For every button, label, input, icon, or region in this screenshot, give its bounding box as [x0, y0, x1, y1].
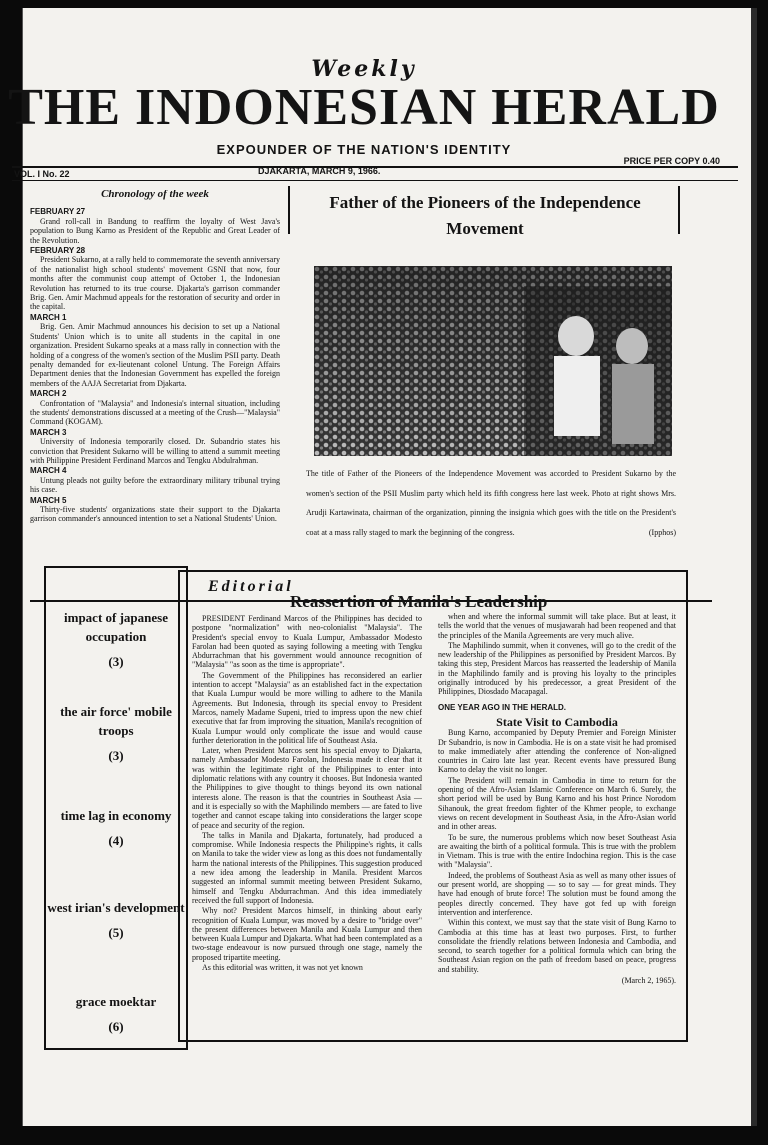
state-visit-paragraph: Within this context, we must say that the state visit of Bung Karno to Cambodia at this time has at least two purposes. First, to further consolidate the friendly relations between Indonesia and Cambodia, and second, to search together for a political formula which can bring the Southeast Asian region on the path of freedom based on peace, progress and stability.	[438, 918, 676, 974]
sidebar-item-title: west irian's development	[47, 900, 185, 915]
photo-caption	[306, 464, 676, 584]
dateline: DJAKARTA, MARCH 9, 1966.	[258, 166, 381, 176]
editorial-paragraph: The talks in Manila and Djakarta, fortunately, had produced a compromise. While Indonesia respects the Philippine's rights, it calls on Manila to take the wider view as long as this does not fundamentally harm the national interests of the Philippines. This suggestion produced a new idea among the leadership in Manila. President Marcos suggested an informal summit meeting between President Sukarno, himself and Tengku Abdurrachman. And this idea immediately received the full support of Indonesia.	[192, 830, 422, 905]
volume-number: VOL. I No. 22	[14, 169, 70, 179]
masthead-title: THE INDONESIAN HERALD	[8, 79, 720, 136]
editorial-paragraph: The Maphilindo summit, when it convenes, will go to the credit of the new leadership of the Philippines as personified by President Marcos. By taking this step, President Marcos has reasserted the leadership of Manila in the Maphilindo family and is proving his loyalty to the principles originally introduced by his predecessor, a great President of the Philippines, Diosdado Macapagal.	[438, 640, 676, 697]
price-per-copy: PRICE PER COPY 0.40	[623, 156, 720, 166]
masthead-weekly: Weekly	[311, 56, 417, 82]
sidebar-item-page: (3)	[108, 748, 124, 763]
sidebar-item-page: (5)	[108, 925, 124, 940]
sidebar-item[interactable]	[46, 992, 186, 1036]
chronology-entry	[30, 389, 280, 427]
chronology-text: President Sukarno, at a rally held to commemorate the seventh anniversary of the nationalist high school students' movement GSNI that now, four months after the communist coup attempt of October 1, the Indonesian Revolution has returned to its true course. Djakarta's garrison commander Brig. Gen. Amir Machmud appeals for the restoration of security and order in the capital.	[30, 255, 280, 312]
chronology-day: MARCH 2	[30, 389, 67, 399]
sidebar-item-page: (4)	[108, 833, 124, 848]
chronology-entry	[30, 207, 280, 245]
chronology-text: Untung pleads not guilty before the extraordinary military tribunal trying his case.	[30, 475, 280, 495]
chronology-entry	[30, 428, 280, 466]
caption-text: The title of Father of the Pioneers of the Independence Movement was accorded to President Sukarno by the women's section of the PSII Muslim party which held its fifth congress here last week. Photo at right shows Mrs. Arudji Kartawinata, chairman of the organization, pinning the insignia which goes with the title on the President's coat at a mass rally staged to mark the beginning of the congress.	[306, 469, 676, 537]
chronology-text: Thirty-five students' organizations state their support to the Djakarta garrison commander's announced intention to set a National Students' Union.	[30, 505, 280, 524]
sidebar-item-title: time lag in economy	[60, 808, 172, 823]
sidebar-item-page: (6)	[108, 1019, 124, 1034]
feature-title: Father of the Pioneers of the Independence Movement	[329, 193, 641, 238]
chronology-entry	[30, 496, 280, 524]
chronology-day: FEBRUARY 28	[30, 246, 86, 256]
chronology-day: FEBRUARY 27	[30, 207, 86, 217]
chronology-text: Confrontation of "Malaysia" and Indonesia's internal situation, including the students' demonstrations discussed at a meeting of the Crush—"Malaysia" Command (KOGAM).	[30, 398, 280, 427]
sidebar-item[interactable]	[46, 608, 186, 671]
editorial-paragraph: when and where the informal summit will take place. But at least, it tells the world that the venues of musjawarah had been reopened and that the principles of the Manila Agreements are very much alive.	[438, 612, 676, 640]
sidebar-item[interactable]	[46, 898, 186, 942]
editorial-paragraph: PRESIDENT Ferdinand Marcos of the Philippines has decided to postpone "normalization" with neo-colonialist "Malaysia". The President's special envoy to Kuala Lumpur, Ambassador Modesto Farolan had been quoted as saying following a meeting with Tengku Abdurrachman that his government would announce recognition of "Malaysia" "as soon as the time is appropriate".	[192, 614, 422, 670]
chronology-heading: Chronology of the week	[101, 190, 209, 200]
state-visit-paragraph: Indeed, the problems of Southeast Asia as well as many other issues of our present world, are shopping — so to say — for great minds. They have had enough of brute force! The solution must be found among the peoples directly concerned. They have got fed up with foreign intervention and interference.	[438, 870, 676, 917]
editorial-paragraph: The Government of the Philippines has reconsidered an earlier intention to accept "Malaysia" as an established fact in the expectation that Kuala Lumpur would be more willing to adhere to the Manila Agreements. But Indonesia, through its special envoy to President Marcos, namely Madame Supeni, tried to impress upon the new chief executive that far from improving the situation, Manila's recognition of Kuala Lumpur would only complicate the issue and would cause further deterioration in the political life of Southeast Asia.	[192, 670, 422, 745]
sidebar-item-title: impact of japanese occupation	[64, 610, 168, 644]
editorial-label: Editorial	[208, 578, 294, 595]
chronology-day: MARCH 4	[30, 466, 67, 476]
editorial-left-column	[192, 614, 422, 1034]
editorial-paragraph: Later, when President Marcos sent his special envoy to Djakarta, namely Ambassador Modesto Farolan, Indonesia made it clear that it was within the legitimate right of the Philippines to enter into diplomatic relations with any country it chooses. But Indonesia wanted the Philippines to give thought to things beyond its own national interests alone. The reason is that the countries in Southeast Asia — and it is especially so with the Maphilindo members — are fated to live together and cannot escape taking into considerations the larger scope of peace and security of the region.	[192, 746, 422, 830]
editorial-right-column	[438, 612, 676, 1034]
chronology-entry	[30, 313, 280, 388]
chronology-day: MARCH 5	[30, 495, 67, 505]
sidebar-item[interactable]	[46, 702, 186, 765]
contents-sidebar	[44, 566, 188, 1050]
chronology-text: Brig. Gen. Amir Machmud announces his decision to set up a National Students' Union which is to unite all students in the capital in one organization. President Sukarno speaks at a mass rally in connection with the holding of a congress of the women's section of the Muslim PSII party. Death penalty demanded for ex-lieutenant colonel Untung. The Foreign Affairs Department denies that the Indonesian Government has expelled the foreign members of the AAJA Secretariat from Djakarta.	[30, 322, 280, 388]
chronology-entry	[30, 246, 280, 312]
chronology-entry	[30, 466, 280, 494]
chronology-day: MARCH 1	[30, 312, 67, 322]
masthead-tagline: EXPOUNDER OF THE NATION'S IDENTITY	[216, 142, 512, 157]
dateline-rule	[12, 180, 738, 181]
state-visit-paragraph: The President will remain in Cambodia in time to return for the opening of the Afro-Asian Islamic Conference on March 6. Surely, the short period will be used by Bung Karno and his host Prince Norodom Sihanouk, the great freedom fighter of the Khmer people, to exchange views on recent development in Southeast Asia, in the Afro-Asian world and in other areas.	[438, 775, 676, 832]
sidebar-item[interactable]	[46, 806, 186, 850]
chronology-text: University of Indonesia temporarily closed. Dr. Subandrio states his conviction that President Sukarno will be willing to attend a summit meeting with Philippine President Ferdinand Marcos and Tengku Abdulrahman.	[30, 437, 280, 465]
editorial-paragraph: As this editorial was written, it was not yet known	[202, 962, 363, 972]
editorial-date-signoff: (March 2, 1965).	[621, 975, 676, 985]
one-year-ago-heading: ONE YEAR AGO IN THE HERALD.	[438, 702, 567, 712]
state-visit-headline: State Visit to Cambodia	[496, 714, 618, 729]
state-visit-paragraph: To be sure, the numerous problems which now beset Southeast Asia are awaiting the birth of a political formula. This is true with the problem in Vietnam. This is true with the entire Indochina region. This is the case with "Malaysia".	[438, 832, 676, 870]
chronology-day: MARCH 3	[30, 427, 67, 437]
editorial-paragraph: Why not? President Marcos himself, in thinking about early recognition of Kuala Lumpur, was moved by a desire to "bridge over" the present differences between Manila and Kuala Lumpur and then between Kuala Lumpur and Djakarta. What had been contemplated as a two-stage endeavour is now pursued through one stage, namely the proposed tripartite meeting.	[192, 906, 422, 962]
chronology-column	[30, 190, 280, 610]
sidebar-item-title: grace moektar	[75, 994, 157, 1009]
sidebar-item-page: (3)	[108, 654, 124, 669]
chronology-text: Grand roll-call in Bandung to reaffirm the loyalty of West Java's population to Bung Karno as President of the Republic and Great Leader of the Revolution.	[30, 216, 280, 245]
state-visit-paragraph: Bung Karno, accompanied by Deputy Premier and Foreign Minister Dr Subandrio, is now in Cambodia. He is on a state visit he had promised to make immediately after attending the conference of Non-aligned countries in Cairo late last year. Recent events have pressured Bung Karno to delay the visit no longer.	[438, 728, 676, 775]
photo-credit: (Ipphos)	[648, 527, 676, 537]
editorial-headline: Reassertion of Manila's Leadership	[290, 592, 548, 611]
crowd-photo	[314, 266, 672, 456]
sidebar-item-title: the air force' mobile troops	[60, 704, 172, 738]
